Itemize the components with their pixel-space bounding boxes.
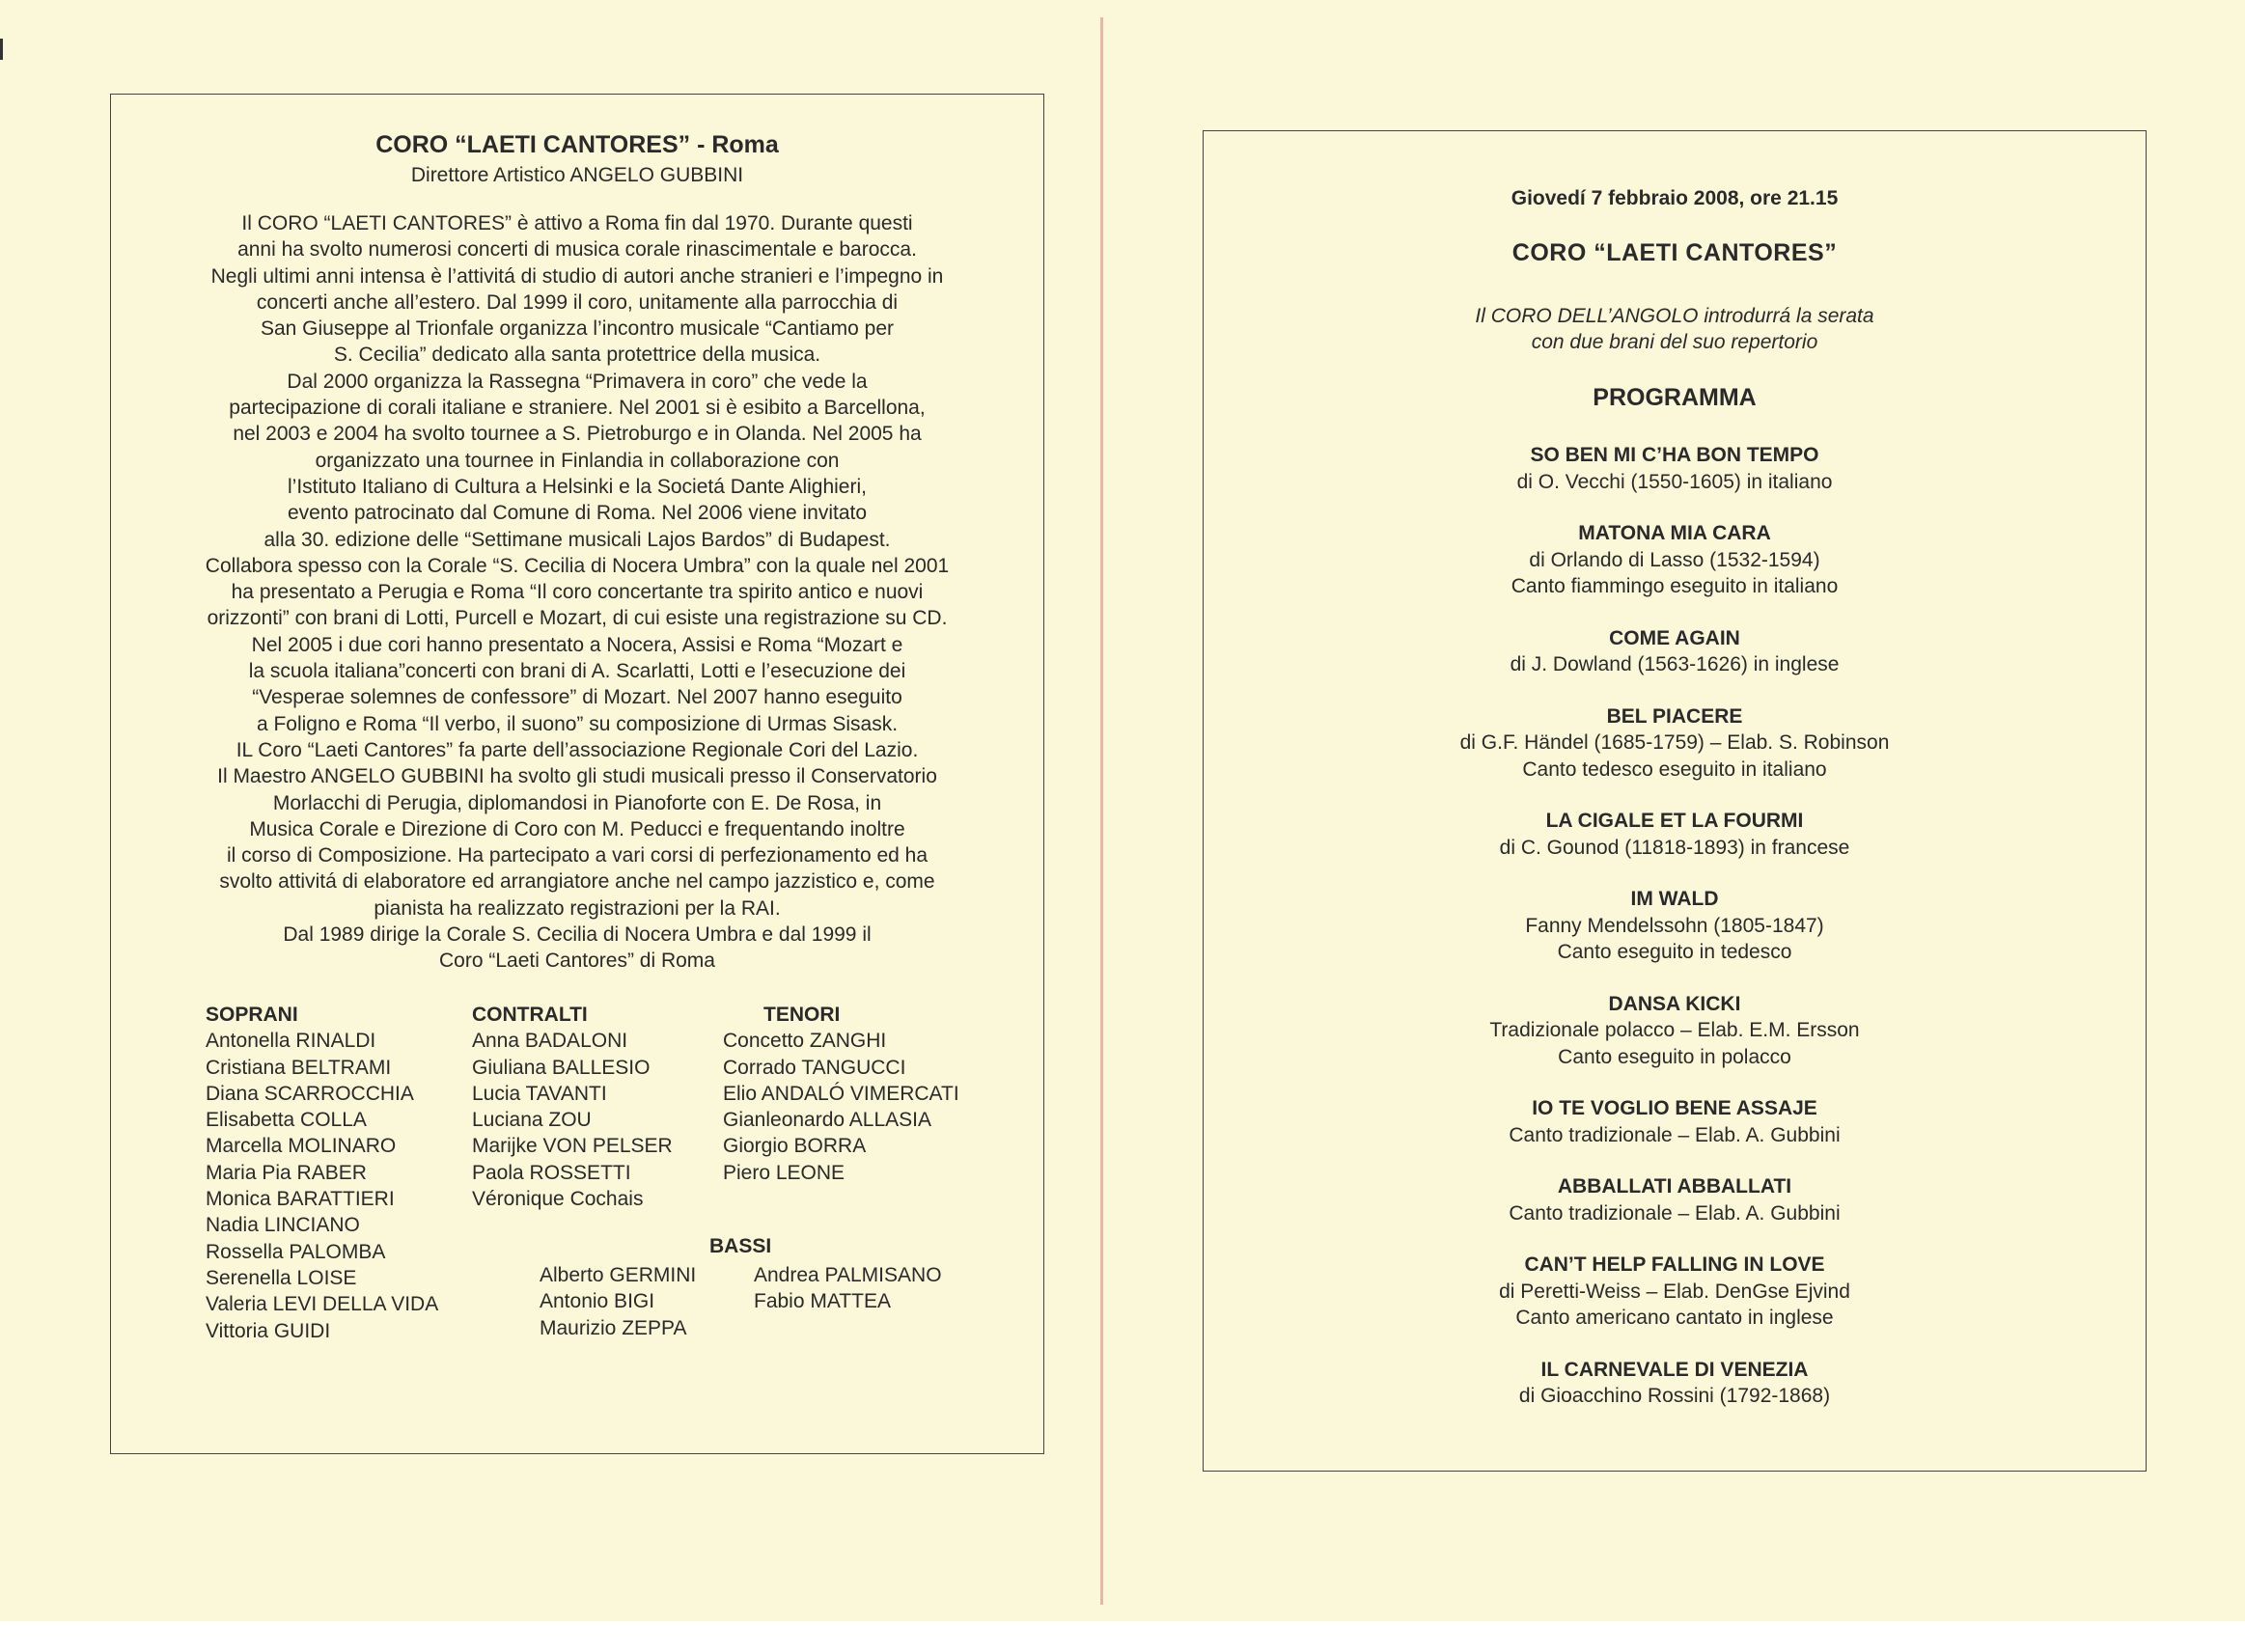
singer-name: Marcella MOLINARO [206, 1135, 397, 1158]
program-piece [1204, 625, 2146, 678]
piece-detail: di Orlando di Lasso (1532-1594) [1529, 548, 1820, 571]
program-piece [1204, 1095, 2146, 1148]
bio-line: S. Cecilia” dedicato alla santa protettrice della musica. [333, 344, 821, 367]
singer-name: Lucia TAVANTI [472, 1082, 607, 1105]
singer-name: Maurizio ZEPPA [540, 1316, 687, 1339]
program-piece [1204, 442, 2146, 495]
piece-title: SO BEN MI C’HA BON TEMPO [1530, 444, 1819, 466]
singer-name: Elisabetta COLLA [206, 1109, 367, 1132]
piece-title: IM WALD [1630, 888, 1719, 910]
singer-name: Maria Pia RABER [206, 1161, 367, 1184]
singer-name: Concetto ZANGHI [723, 1030, 887, 1053]
singer-name: Rossella PALOMBA [206, 1240, 386, 1263]
contralti-heading: CONTRALTI [472, 1004, 588, 1026]
singer-name: Diana SCARROCCHIA [206, 1082, 414, 1105]
intro-line: con due brani del suo repertorio [1531, 331, 1818, 353]
singer-name: Nadia LINCIANO [206, 1214, 360, 1237]
choir-title: CORO “LAETI CANTORES” - Roma [375, 131, 779, 158]
bio-line: Negli ultimi anni intensa è l’attivitá di studio di autori anche stranieri e l’impegno in [210, 264, 944, 288]
singer-name: Antonio BIGI [540, 1290, 655, 1313]
piece-detail: Canto americano cantato in inglese [1515, 1307, 1834, 1329]
piece-detail: di Gioacchino Rossini (1792-1868) [1518, 1385, 1831, 1407]
piece-detail: Canto eseguito in tedesco [1557, 941, 1792, 963]
singer-name: Antonella RINALDI [206, 1030, 376, 1053]
tenori-heading: TENORI [763, 1004, 841, 1026]
artistic-director: Direttore Artistico ANGELO GUBBINI [410, 164, 744, 186]
bio-line: Dal 2000 organizza la Rassegna “Primavera in coro” che vede la [287, 370, 868, 393]
bio-line: alla 30. edizione delle “Settimane musicali Lajos Bardos” di Budapest. [263, 528, 891, 551]
singer-name: Giuliana BALLESIO [472, 1056, 651, 1079]
piece-detail: di G.F. Händel (1685-1759) – Elab. S. Robinson [1459, 731, 1890, 754]
left-page-frame [110, 94, 1044, 1454]
soprani-heading: SOPRANI [206, 1004, 298, 1026]
singer-name: Cristiana BELTRAMI [206, 1056, 392, 1079]
bio-line: svolto attivitá di elaboratore ed arrangiatore anche nel campo jazzistico e, come [219, 870, 935, 894]
singer-name: Paola ROSSETTI [472, 1161, 631, 1184]
bio-line: Musica Corale e Direzione di Coro con M. Peducci e frequentando inoltre [249, 817, 905, 840]
singer-name: Andrea PALMISANO [754, 1264, 942, 1286]
program-piece [1204, 1173, 2146, 1226]
singer-name: Alberto GERMINI [540, 1264, 697, 1286]
piece-detail: Canto eseguito in polacco [1558, 1045, 1791, 1068]
bio-line: pianista ha realizzato registrazioni per la RAI. [374, 896, 781, 920]
bio-line: Dal 1989 dirige la Corale S. Cecilia di Nocera Umbra e dal 1999 il [283, 923, 872, 947]
soprani-list [206, 1002, 438, 1344]
piece-title: ABBALLATI ABBALLATI [1557, 1175, 1792, 1198]
bio-line: il corso di Composizione. Ha partecipato a vari corsi di perfezionamento ed ha [226, 844, 928, 867]
piece-title: CAN’T HELP FALLING IN LOVE [1524, 1253, 1825, 1276]
bio-line: ha presentato a Perugia e Roma “Il coro concertante tra spirito antico e nuovi [231, 581, 924, 604]
intro-line: Il CORO DELL’ANGOLO introdurrá la serata [1475, 305, 1874, 327]
bio-line: evento patrocinato dal Comune di Roma. Nel 2006 viene invitato [287, 502, 868, 525]
bassi-list-col2 [754, 1262, 942, 1315]
program-list [1204, 442, 2146, 1435]
singer-name: Marijke VON PELSER [472, 1135, 673, 1158]
piece-detail: di O. Vecchi (1550-1605) in italiano [1516, 470, 1833, 493]
programma-heading: PROGRAMMA [1593, 384, 1757, 411]
singer-name: Anna BADALONI [472, 1030, 628, 1053]
singer-name: Giorgio BORRA [723, 1135, 867, 1158]
bio-line: a Foligno e Roma “Il verbo, il suono” su composizione di Urmas Sisask. [256, 712, 899, 735]
piece-title: BEL PIACERE [1606, 704, 1743, 728]
bio-line: Coro “Laeti Cantores” di Roma [439, 950, 715, 973]
bio-line: partecipazione di corali italiane e straniere. Nel 2001 si è esibito a Barcellona, [229, 397, 926, 420]
bio-line: “Vesperae solemnes de confessore” di Mozart. Nel 2007 hanno eseguito [252, 686, 902, 709]
concert-choir-title: CORO “LAETI CANTORES” [1511, 239, 1838, 266]
piece-detail: Canto tradizionale – Elab. A. Gubbini [1509, 1201, 1841, 1225]
bio-line: Morlacchi di Perugia, diplomandosi in Pianoforte con E. De Rosa, in [272, 791, 882, 814]
piece-detail: di C. Gounod (11818-1893) in francese [1499, 836, 1850, 859]
singer-name: Valeria LEVI DELLA VIDA [206, 1293, 439, 1316]
program-piece [1204, 520, 2146, 600]
piece-title: LA CIGALE ET LA FOURMI [1545, 810, 1804, 832]
tenori-list [723, 1002, 959, 1186]
program-piece [1204, 1357, 2146, 1410]
singer-name: Fabio MATTEA [754, 1290, 891, 1313]
contralti-list [472, 1002, 673, 1212]
bio-line: l’Istituto Italiano di Cultura a Helsinki e la Societá Dante Alighieri, [288, 475, 867, 498]
bassi-heading: BASSI [709, 1235, 772, 1257]
singer-name: Vittoria GUIDI [206, 1319, 331, 1342]
intro-note [1204, 303, 2146, 355]
program-piece [1204, 1252, 2146, 1332]
bio-line: organizzato una tournee in Finlandia in collaborazione con [315, 449, 840, 472]
program-piece [1204, 991, 2146, 1071]
piece-title: COME AGAIN [1609, 626, 1740, 649]
piece-title: MATONA MIA CARA [1578, 522, 1771, 544]
bio-line: IL Coro “Laeti Cantores” fa parte dell’associazione Regionale Cori del Lazio. [236, 738, 919, 761]
piece-title: DANSA KICKI [1608, 992, 1741, 1015]
bassi-list-col1 [540, 1262, 696, 1341]
singer-name: Piero LEONE [723, 1161, 845, 1184]
bio-line: San Giuseppe al Trionfale organizza l’incontro musicale “Cantiamo per [260, 317, 894, 341]
program-piece [1204, 808, 2146, 861]
singer-name: Véronique Cochais [472, 1188, 644, 1211]
bio-line: Collabora spesso con la Corale “S. Cecilia di Nocera Umbra” con la quale nel 2001 [205, 554, 950, 577]
program-piece [1204, 703, 2146, 784]
singer-name: Elio ANDALÓ VIMERCATI [723, 1082, 959, 1105]
piece-detail: di J. Dowland (1563-1626) in inglese [1510, 653, 1840, 675]
bio-line: orizzonti” con brani di Lotti, Purcell e Mozart, di cui esiste una registrazione su CD. [207, 607, 948, 630]
singer-name: Corrado TANGUCCI [723, 1056, 906, 1079]
piece-detail: Canto tedesco eseguito in italiano [1522, 757, 1827, 781]
bio-line: nel 2003 e 2004 ha svolto tournee a S. Pietroburgo e in Olanda. Nel 2005 ha [233, 423, 922, 446]
piece-title: IO TE VOGLIO BENE ASSAJE [1532, 1097, 1817, 1119]
bio-line: concerti anche all’estero. Dal 1999 il coro, unitamente alla parrocchia di [256, 290, 899, 314]
edge-mark [0, 39, 3, 60]
right-page-frame [1203, 130, 2147, 1472]
piece-detail: di Peretti-Weiss – Elab. DenGse Ejvind [1499, 1280, 1850, 1303]
singer-name: Gianleonardo ALLASIA [723, 1109, 931, 1132]
page-fold [1100, 17, 1103, 1605]
singer-name: Luciana ZOU [472, 1109, 592, 1132]
piece-detail: Fanny Mendelssohn (1805-1847) [1525, 914, 1824, 937]
concert-date: Giovedí 7 febbraio 2008, ore 21.15 [1511, 187, 1839, 209]
bio-line: anni ha svolto numerosi concerti di musica corale rinascimentale e barocca. [237, 238, 917, 262]
bio-line: Nel 2005 i due cori hanno presentato a Nocera, Assisi e Roma “Mozart e [251, 633, 903, 656]
choir-biography [128, 210, 1026, 975]
program-piece [1204, 886, 2146, 966]
bio-line: Il CORO “LAETI CANTORES” è attivo a Roma fin dal 1970. Durante questi [241, 212, 913, 234]
piece-detail: Canto fiammingo eseguito in italiano [1511, 575, 1839, 597]
bio-line: la scuola italiana”concerti con brani di A. Scarlatti, Lotti e l’esecuzione dei [248, 660, 906, 683]
singer-name: Serenella LOISE [206, 1266, 357, 1289]
bio-line: Il Maestro ANGELO GUBBINI ha svolto gli studi musicali presso il Conservatorio [217, 765, 937, 788]
singer-name: Monica BARATTIERI [206, 1188, 395, 1211]
piece-detail: Tradizionale polacco – Elab. E.M. Ersson [1489, 1019, 1860, 1041]
piece-detail: Canto tradizionale – Elab. A. Gubbini [1509, 1123, 1841, 1146]
piece-title: IL CARNEVALE DI VENEZIA [1540, 1358, 1809, 1381]
